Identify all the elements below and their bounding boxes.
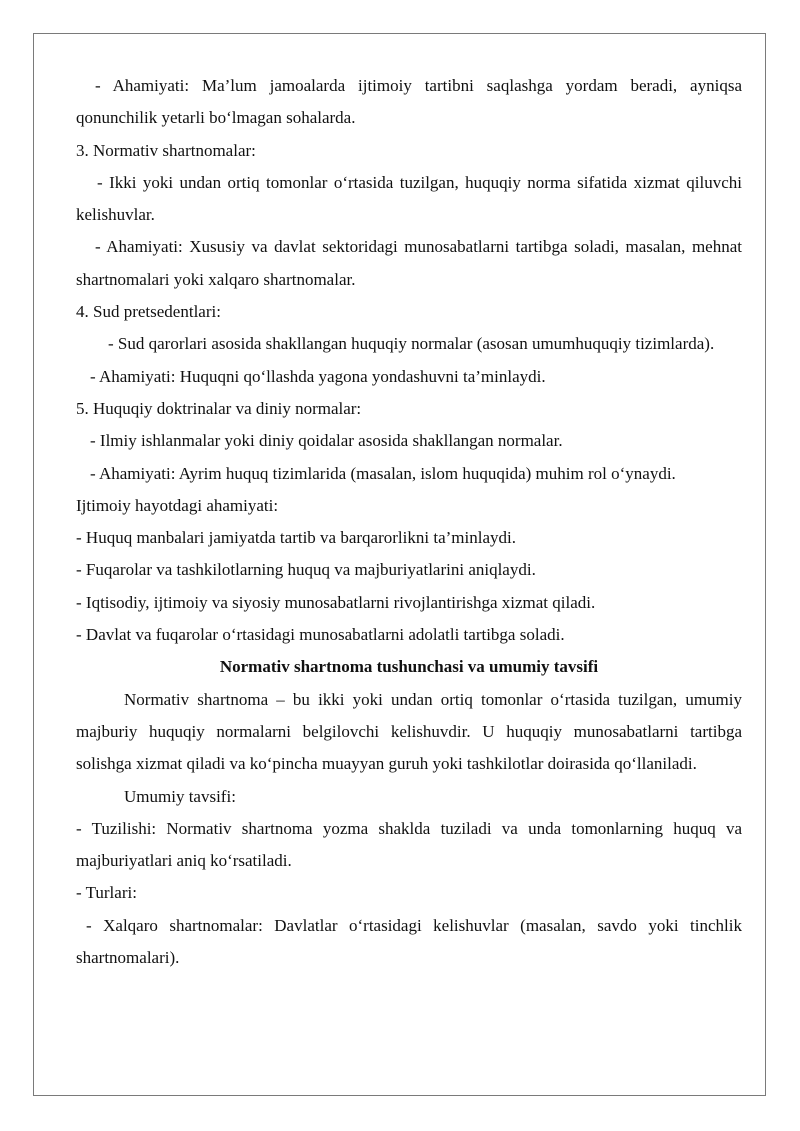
list-item-tartib: - Huquq manbalari jamiyatda tartib va barqarorlikni ta’minlaydi.	[76, 528, 516, 548]
document-body	[76, 70, 742, 974]
list-item-xalqaro-shartnomalar: - Xalqaro shartnomalar: Davlatlar o‘rtasidagi kelishuvlar (masalan, savdo yoki tinchlik shartnomalari).	[76, 915, 742, 968]
paragraph-normativ-shartnomalar-ahamiyati: - Ahamiyati: Xususiy va davlat sektoridagi munosabatlarni tartibga soladi, masalan, mehnat shartnomalari yoki xalqaro shartnomalar.	[76, 237, 742, 289]
heading-umumiy-tavsifi: Umumiy tavsifi:	[124, 786, 236, 806]
list-item-turlari: - Turlari:	[76, 883, 137, 903]
heading-ijtimoiy-hayot: Ijtimoiy hayotdagi ahamiyati:	[76, 495, 279, 515]
heading-normativ-shartnomalar: 3. Normativ shartnomalar:	[76, 140, 256, 160]
paragraph-huquqiy-doktrinalar-ahamiyati: - Ahamiyati: Ayrim huquq tizimlarida (masalan, islom huquqida) muhim rol o‘ynaydi.	[90, 463, 676, 483]
heading-huquqiy-doktrinalar: 5. Huquqiy doktrinalar va diniy normalar:	[76, 398, 362, 418]
heading-sud-pretsedentlari: 4. Sud pretsedentlari:	[76, 302, 221, 322]
paragraph-normativ-shartnomalar-tavsif: - Ikki yoki undan ortiq tomonlar o‘rtasida tuzilgan, huquqiy norma sifatida xizmat qiluvchi kelishuvlar.	[76, 172, 742, 225]
list-item-huquq-majburiyat: - Fuqarolar va tashkilotlarning huquq va majburiyatlarini aniqlaydi.	[76, 560, 536, 580]
list-item-rivojlantirish: - Iqtisodiy, ijtimoiy va siyosiy munosabatlarni rivojlantirishga xizmat qiladi.	[76, 592, 596, 612]
paragraph-sud-pretsedentlari-ahamiyati: - Ahamiyati: Huquqni qo‘llashda yagona yondashuvni ta’minlaydi.	[90, 366, 546, 386]
paragraph-normativ-shartnoma-tarif: Normativ shartnoma – bu ikki yoki undan ortiq tomonlar o‘rtasida tuzilgan, umumiy majburiy huquqiy normalarni belgilovchi kelishuvdir. U huquqiy munosabatlarni tartibga solishga xizmat qiladi va ko‘pincha muayyan guruh yoki tashkilotlar doirasida qo‘llaniladi.	[76, 689, 742, 774]
section-title-normativ-shartnoma: Normativ shartnoma tushunchasi va umumiy tavsifi	[219, 657, 599, 677]
paragraph-huquqiy-doktrinalar-tavsif: - Ilmiy ishlanmalar yoki diniy qoidalar asosida shakllangan normalar.	[90, 431, 563, 451]
paragraph-sud-pretsedentlari-tavsif: - Sud qarorlari asosida shakllangan huquqiy normalar (asosan umumhuquqiy tizimlarda).	[108, 334, 715, 354]
list-item-tuzilishi: - Tuzilishi: Normativ shartnoma yozma shaklda tuziladi va unda tomonlarning huquq va majburiyatlari aniq ko‘rsatiladi.	[76, 818, 742, 871]
paragraph-ahamiyati-jamoalar: - Ahamiyati: Ma’lum jamoalarda ijtimoiy tartibni saqlashga yordam beradi, ayniqsa qonunchilik yetarli bo‘lmagan sohalarda.	[76, 76, 742, 128]
list-item-adolatli-tartib: - Davlat va fuqarolar o‘rtasidagi munosabatlarni adolatli tartibga soladi.	[76, 625, 565, 645]
